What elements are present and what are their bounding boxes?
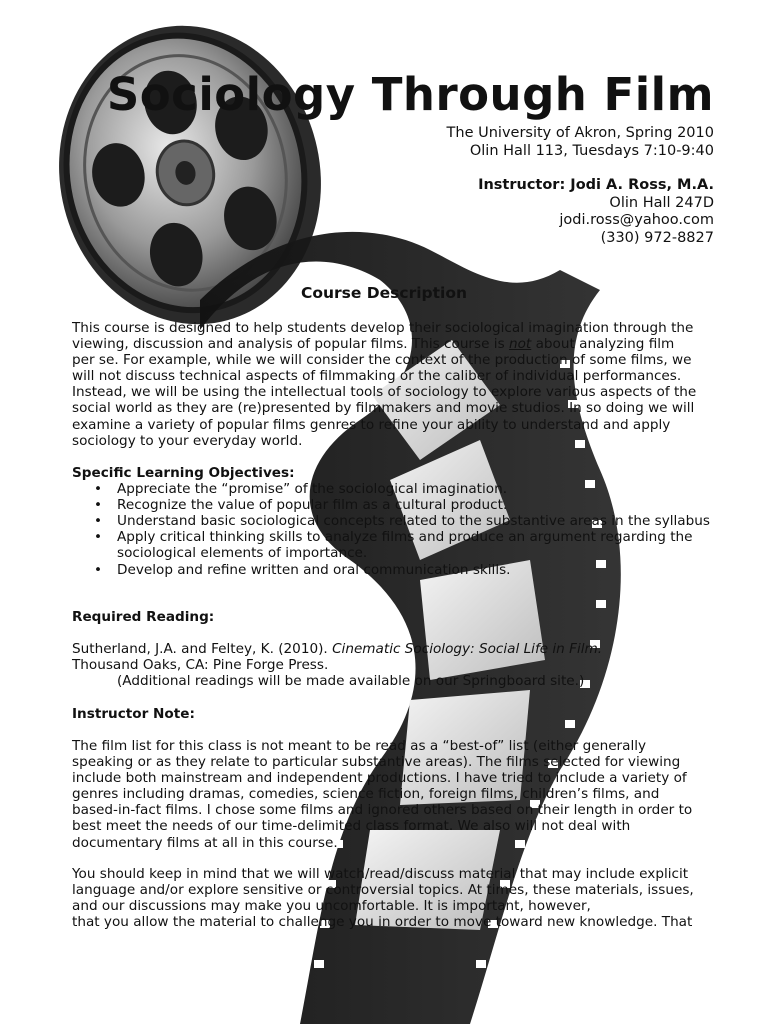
instructor-email: jodi.ross@yahoo.com bbox=[559, 212, 714, 228]
course-info bbox=[447, 125, 714, 160]
page-title: Sociology Through Film bbox=[106, 68, 714, 121]
instructor-info bbox=[478, 177, 714, 247]
list-item: • Recognize the value of popular film as a cultural product. bbox=[72, 497, 712, 513]
reading-citation: Sutherland, J.A. and Feltey, K. (2010). Cinematic Sociology: Social Life in Film. Thousand Oaks, CA: Pine Forge Press. (Additional readings will be made available on our Springboard site.) bbox=[72, 641, 603, 690]
book-title: Cinematic Sociology: Social Life in Film. bbox=[332, 641, 603, 657]
instructor-note bbox=[72, 706, 712, 722]
location-line: Olin Hall 113, Tuesdays 7:10-9:40 bbox=[469, 142, 714, 159]
instructor-office: Olin Hall 247D bbox=[609, 194, 714, 211]
course-description-heading: Course Description bbox=[300, 284, 468, 302]
learning-objectives bbox=[72, 465, 712, 578]
list-item: • Apply critical thinking skills to analyze films and produce an argument regarding the sociological elements of importance. bbox=[72, 529, 712, 561]
list-item: • Understand basic sociological concepts related to the substantive areas in the syllabus bbox=[72, 513, 712, 529]
list-item: • Appreciate the “promise” of the sociological imagination. bbox=[72, 481, 712, 497]
note-paragraph-2: You should keep in mind that we will watch/read/discuss material that may include explicit language and/or explore sensitive or controversial topics. At times, these materials, issues, and our discussions may make you uncomfortable. It is important, however, that you allow the material to challenge you in order to move toward new knowledge. That bbox=[72, 866, 694, 931]
emphasis-not: not bbox=[508, 336, 532, 353]
required-reading bbox=[72, 609, 712, 625]
objectives-heading: Specific Learning Objectives: bbox=[72, 465, 295, 481]
reading-heading: Required Reading: bbox=[72, 609, 215, 625]
note-heading: Instructor Note: bbox=[72, 706, 195, 722]
course-description: This course is designed to help students develop their sociological imagination through the viewing, discussion and analysis of popular films. This course is not about analyzing film per se. For example, while we will consider the context of the production of some films, we will not discuss technical aspects of filmmaking or the caliber of individual performances. Instead, we will be using the intellectual tools of sociology to explore various aspects of the social world as they are (re)presented by filmmakers and movie studios. In so doing we will examine a variety of popular films genres to refine your ability to understand and apply sociology to your everyday world. bbox=[72, 320, 697, 449]
instructor-name: Instructor: Jodi A. Ross, M.A. bbox=[478, 177, 714, 193]
university-line: The University of Akron, Spring 2010 bbox=[446, 125, 714, 141]
note-paragraph-1: The film list for this class is not meant to be read as a “best-of” list (either generally speaking or as they relate to particular substantive areas). The films selected for viewing include both mainstream and independent productions. I have tried to include a variety of genres including dramas, comedies, science fiction, foreign films, children’s films, and based-in-fact films. I chose some films and ignored others based on their length in order to best meet the needs of our time-delimited class format. We also will not deal with documentary films at all in this course. bbox=[72, 738, 693, 851]
instructor-phone: (330) 972-8827 bbox=[600, 229, 714, 246]
list-item: • Develop and refine written and oral communication skills. bbox=[72, 562, 712, 578]
